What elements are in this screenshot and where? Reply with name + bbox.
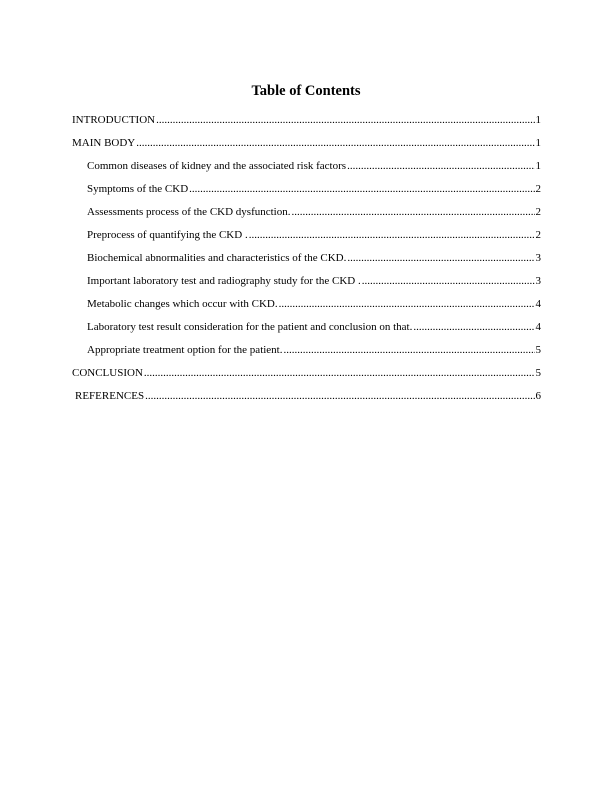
toc-entry-label: MAIN BODY: [72, 137, 136, 149]
toc-entry-label: Preprocess of quantifying the CKD .: [87, 229, 248, 241]
toc-entry-label: CONCLUSION: [72, 367, 143, 379]
toc-entry-page: 6: [535, 390, 541, 402]
toc-entry-label: Important laboratory test and radiography study for the CKD .: [87, 275, 361, 287]
toc-entry-label: Common diseases of kidney and the associated risk factors: [87, 160, 347, 172]
toc-entry-label: Symptoms of the CKD: [87, 183, 189, 195]
toc-entry-page: 5: [535, 367, 541, 379]
toc-entry-page: 3: [535, 252, 541, 264]
toc-entry-page: 3: [535, 275, 541, 287]
toc-leader-dots: [284, 343, 535, 357]
toc-entry-common-diseases[interactable]: [72, 159, 541, 182]
toc-entry-preprocess[interactable]: [72, 228, 541, 251]
toc-entry-label: Metabolic changes which occur with CKD.: [87, 298, 278, 310]
toc-leader-dots: [249, 228, 535, 242]
toc-title: Table of Contents: [251, 83, 361, 99]
toc-leader-dots: [136, 136, 534, 150]
toc-entry-page: 2: [535, 229, 541, 241]
toc-entry-label: Laboratory test result consideration for the patient and conclusion on that.: [87, 321, 413, 333]
toc-leader-dots: [144, 366, 535, 380]
toc-leader-dots: [347, 251, 534, 265]
toc-entry-label: Appropriate treatment option for the patient.: [87, 344, 283, 356]
toc-entry-label: Assessments process of the CKD dysfunction.: [87, 206, 291, 218]
toc-entry-page: 5: [535, 344, 541, 356]
toc-entry-label: INTRODUCTION: [72, 114, 156, 126]
toc-entry-page: 2: [535, 183, 541, 195]
toc-leader-dots: [291, 205, 534, 219]
toc-entry-assessments[interactable]: [72, 205, 541, 228]
toc-leader-dots: [156, 113, 534, 127]
toc-entry-page: 2: [535, 206, 541, 218]
toc-entry-treatment[interactable]: [72, 343, 541, 366]
toc-entry-symptoms[interactable]: [72, 182, 541, 205]
toc-entry-references[interactable]: [72, 389, 541, 412]
toc-entry-laboratory-radiography[interactable]: [72, 274, 541, 297]
toc-entry-conclusion[interactable]: [72, 366, 541, 389]
toc-leader-dots: [145, 389, 534, 403]
toc-entry-biochemical[interactable]: [72, 251, 541, 274]
toc-entry-metabolic[interactable]: [72, 297, 541, 320]
toc-leader-dots: [279, 297, 535, 311]
toc-leader-dots: [362, 274, 535, 288]
toc-entry-page: 4: [535, 321, 541, 333]
toc-entry-lab-result[interactable]: [72, 320, 541, 343]
toc-leader-dots: [413, 320, 534, 334]
toc-leader-dots: [189, 182, 534, 196]
toc-entry-page: 1: [535, 160, 541, 172]
toc-entry-label: REFERENCES: [75, 390, 145, 402]
toc-entry-page: 1: [535, 137, 541, 149]
toc-entry-main-body[interactable]: [72, 136, 541, 159]
toc-list: [72, 113, 541, 412]
toc-leader-dots: [347, 159, 534, 173]
toc-entry-page: 4: [535, 298, 541, 310]
toc-entry-page: 1: [535, 114, 541, 126]
toc-entry-label: Biochemical abnormalities and characteristics of the CKD.: [87, 252, 347, 264]
toc-entry-introduction[interactable]: [72, 113, 541, 136]
